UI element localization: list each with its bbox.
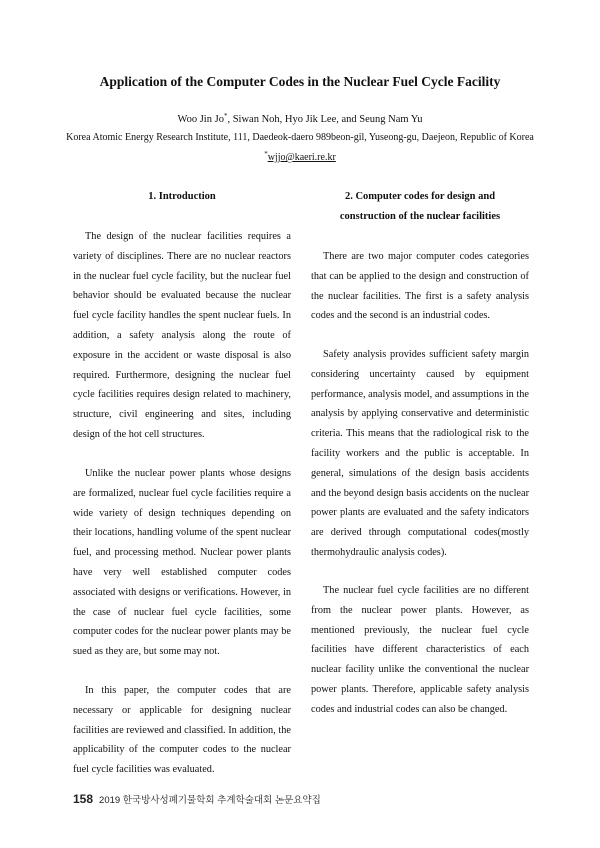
paper-title: Application of the Computer Codes in the Nuclear Fuel Cycle Facility <box>99 74 501 89</box>
codes-paragraph-2: Safety analysis provides sufficient safety margin considering uncertainty caused by equipment performance, analysis model, and assumptions in the analysis by applying conservative and deterministic criteria. This means that the radiological risk to the facility workers and the public is acceptable. In general, simulations of the design basis accidents and the beyond design basis accidents on the nuclear power plants are evaluated and the safety indicators are derived through computational codes(mostly thermohydraulic analysis codes). <box>311 349 529 558</box>
contact-email <box>0 150 600 163</box>
intro-paragraph-2: Unlike the nuclear power plants whose designs are formalized, nuclear fuel cycle facilities require a wide variety of design techniques depending on their locations, handling volume of the spent nuclear fuel, and processing method. Nuclear power plants have very well established computer codes associated with designs or verifications. However, in the case of nuclear fuel cycle facilities, some computer codes for the nuclear power plants may be sued as they are, but some may not. <box>73 468 291 658</box>
co-authors: , Siwan Noh, Hyo Jik Lee, and Seung Nam Yu <box>227 114 423 125</box>
page-number: 158 <box>73 792 94 806</box>
email-address[interactable]: wjjo@kaeri.re.kr <box>267 152 336 163</box>
corresponding-author: Woo Jin Jo <box>177 114 224 125</box>
section-heading-introduction: 1. Introduction <box>148 191 216 202</box>
page-footer <box>73 792 321 806</box>
intro-paragraph-3: In this paper, the computer codes that are necessary or applicable for designing nuclear facilities are reviewed and classified. In addition, the applicability of the computer codes to the nuclear fuel cycle facilities was evaluated. <box>73 685 291 776</box>
author-marker: * <box>223 112 228 120</box>
author-list <box>0 112 600 125</box>
affiliation: Korea Atomic Energy Research Institute, 111, Daedeok-daero 989beon-gil, Yuseong-gu, Daejeon, Republic of Korea <box>66 132 534 143</box>
email-marker: * <box>264 150 268 158</box>
section-heading-computer-codes-2: construction of the nuclear facilities <box>339 211 501 222</box>
codes-paragraph-3: The nuclear fuel cycle facilities are no different from the nuclear power plants. However, as mentioned previously, the nuclear fuel cycle facilities have different characteristics of each nuclear facility unlike the conventional the nuclear power plants. Therefore, applicable safety analysis codes and industrial codes can also be changed. <box>311 585 529 715</box>
section-heading-computer-codes-1: 2. Computer codes for design and <box>344 191 496 202</box>
intro-paragraph-1: The design of the nuclear facilities requires a variety of disciplines. There are no nuclear reactors in the nuclear fuel cycle facility, but the nuclear fuel behavior should be evaluated because the nuclear fuel cycle facility handles the spent nuclear fuels. In addition, a safety analysis along the route of exposure in the accident or waste disposal is also required. Furthermore, designing the nuclear fuel cycle facilities requires design related to machinery, structure, civil engineering and sites, including design of the hot cell structures. <box>73 231 291 440</box>
codes-paragraph-1: There are two major computer codes categories that can be applied to the design and construction of the nuclear facilities. The first is a safety analysis codes and the second is an industrial codes. <box>311 251 529 322</box>
footer-proceedings-title: 2019 한국방사성폐기물학회 추계학술대회 논문요약집 <box>99 795 321 806</box>
